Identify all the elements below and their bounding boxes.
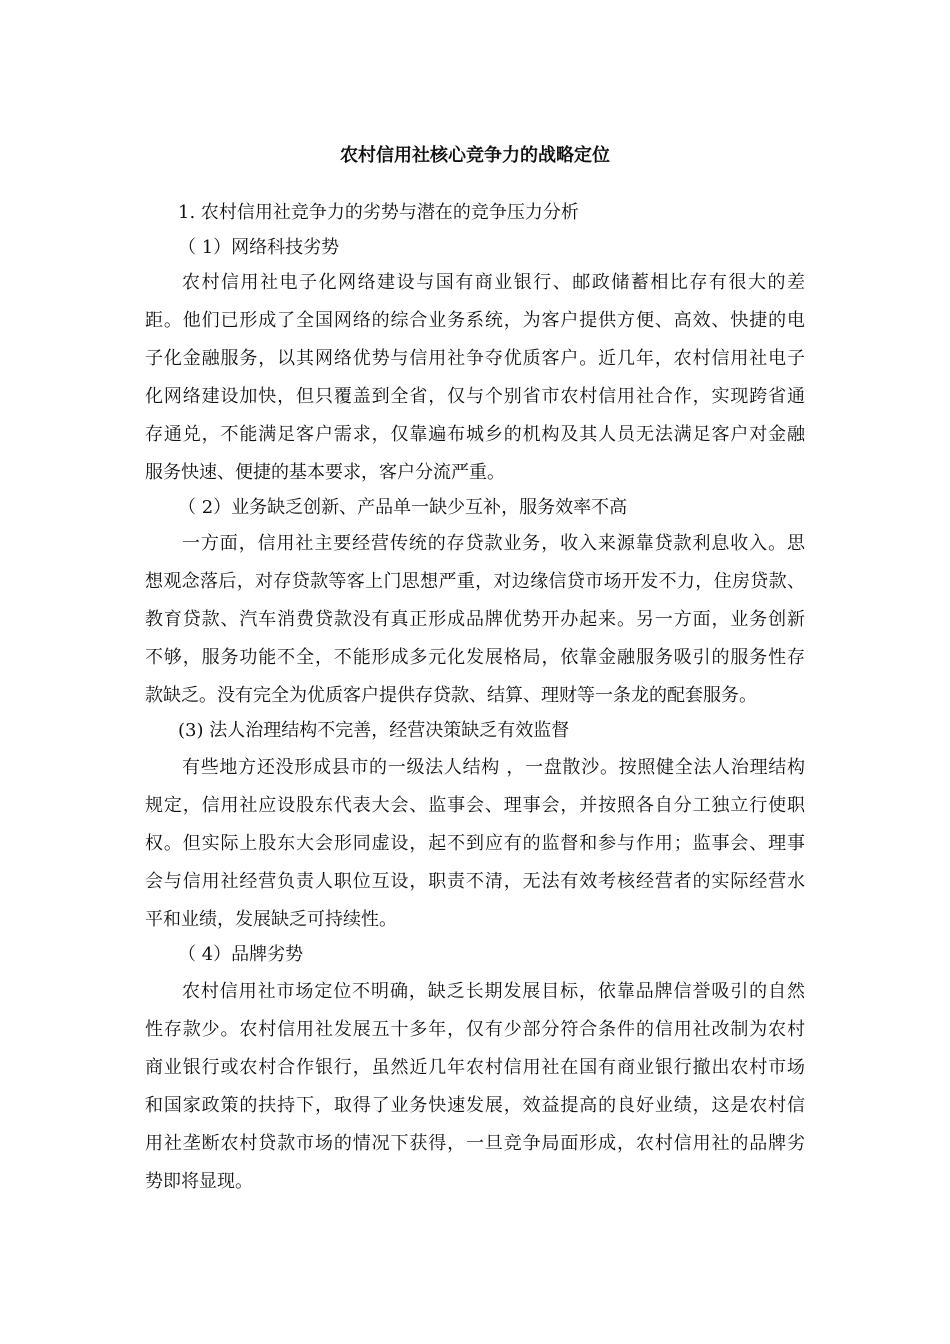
paragraph-line: 和国家政策的扶持下，取得了业务快速发展，效益提高的良好业绩，这是农村信: [145, 1095, 805, 1116]
subsection-heading: （ 1）网络科技劣势: [178, 237, 340, 258]
paragraph-line: 想观念落后，对存贷款等客上门思想严重，对边缘信贷市场开发不力，住房贷款、: [145, 571, 805, 592]
paragraph-line: 款缺乏。没有完全为优质客户提供存贷款、结算、理财等一条龙的配套服务。: [145, 685, 757, 706]
paragraph-line: 教育贷款、汽车消费贷款没有真正形成品牌优势开办起来。另一方面，业务创新: [145, 609, 805, 630]
document-title: 农村信用社核心竞争力的战略定位: [340, 145, 610, 166]
paragraph-line: 会与信用社经营负责人职位互设，职责不清，无法有效考核经营者的实际经营水: [145, 871, 805, 892]
paragraph-line: 规定，信用社应设股东代表大会、监事会、理事会，并按照各自分工独立行使职: [145, 795, 805, 816]
section-heading: 1. 农村信用社竞争力的劣势与潜在的竞争压力分析: [178, 202, 579, 223]
paragraph-line: 势即将显现。: [145, 1171, 253, 1192]
paragraph-line: 化网络建设加快，但只覆盖到全省，仅与个别省市农村信用社合作，实现跨省通: [145, 386, 805, 407]
paragraph-line: 有些地方还没形成县市的一级法人结构 ，一盘散沙。按照健全法人治理结构: [182, 757, 805, 778]
paragraph-line: 性存款少。农村信用社发展五十多年，仅有少部分符合条件的信用社改制为农村: [145, 1019, 805, 1040]
paragraph-line: 平和业绩，发展缺乏可持续性。: [145, 909, 397, 930]
paragraph-line: 权。但实际上股东大会形同虚设，起不到应有的监督和参与作用；监事会、理事: [145, 833, 805, 854]
paragraph-line: 商业银行或农村合作银行，虽然近几年农村信用社在国有商业银行撤出农村市场: [145, 1057, 805, 1078]
paragraph-line: 农村信用社电子化网络建设与国有商业银行、邮政储蓄相比存有很大的差: [182, 272, 805, 293]
paragraph-line: 子化金融服务，以其网络优势与信用社争夺优质客户。近几年，农村信用社电子: [145, 348, 805, 369]
paragraph-line: 不够，服务功能不全，不能形成多元化发展格局，依靠金融服务吸引的服务性存: [145, 647, 805, 668]
paragraph-line: 农村信用社市场定位不明确，缺乏长期发展目标，依靠品牌信誉吸引的自然: [182, 981, 805, 1002]
paragraph-line: 服务快速、便捷的基本要求，客户分流严重。: [145, 462, 505, 483]
paragraph-line: 用社垄断农村贷款市场的情况下获得，一旦竞争局面形成，农村信用社的品牌劣: [145, 1133, 805, 1154]
paragraph-line: 距。他们已形成了全国网络的综合业务系统，为客户提供方便、高效、快捷的电: [145, 310, 805, 331]
subsection-heading: （ 2）业务缺乏创新、产品单一缺少互补，服务效率不高: [178, 497, 628, 518]
subsection-heading: (3) 法人治理结构不完善，经营决策缺乏有效监督: [178, 720, 570, 741]
subsection-heading: （ 4）品牌劣势: [178, 944, 304, 965]
paragraph-line: 一方面，信用社主要经营传统的存贷款业务，收入来源靠贷款利息收入。思: [182, 533, 805, 554]
paragraph-line: 存通兑，不能满足客户需求，仅靠遍布城乡的机构及其人员无法满足客户对金融: [145, 424, 805, 445]
